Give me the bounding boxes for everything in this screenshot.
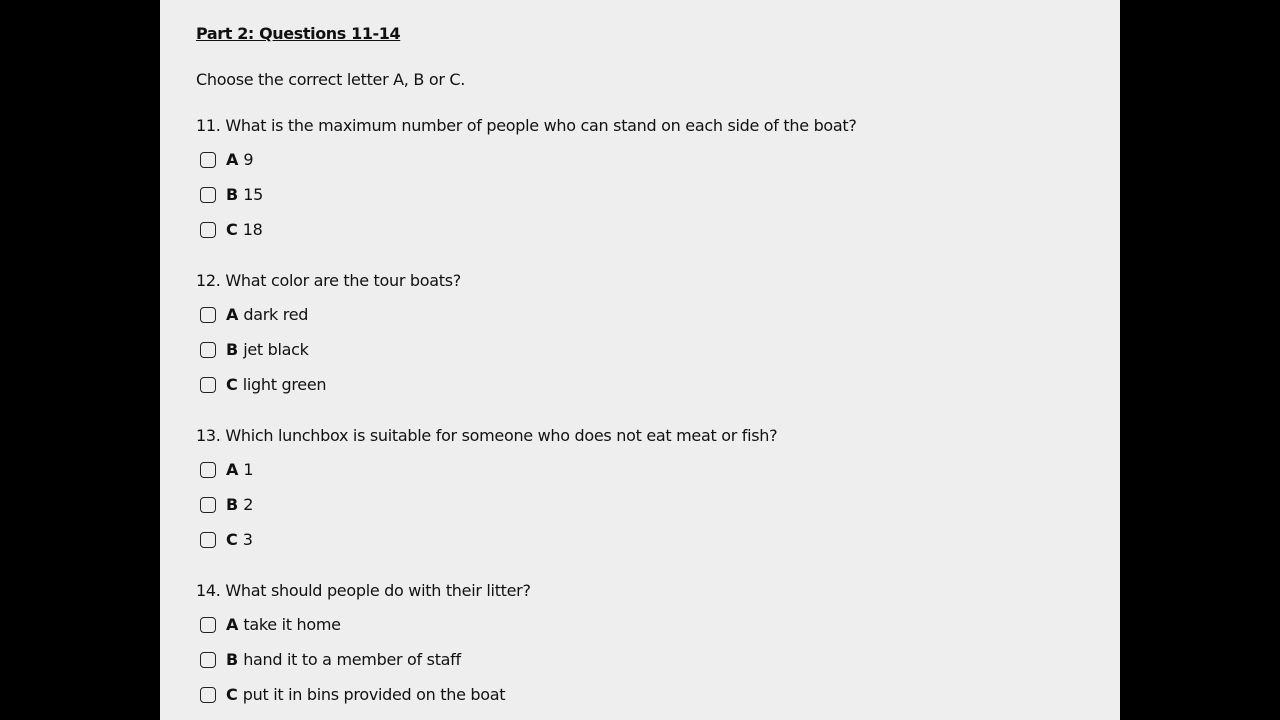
option-letter: C: [226, 375, 238, 394]
option-text: 3: [242, 530, 253, 549]
question-11-option-b[interactable]: [196, 177, 1076, 212]
checkbox-icon[interactable]: [200, 307, 216, 323]
question-12-option-b[interactable]: [196, 332, 1076, 367]
checkbox-icon[interactable]: [200, 342, 216, 358]
option-letter: C: [226, 220, 238, 239]
checkbox-icon[interactable]: [200, 652, 216, 668]
option-letter: B: [226, 185, 239, 204]
option-letter: A: [226, 305, 239, 324]
question-11: [196, 114, 1076, 247]
question-12-option-a[interactable]: [196, 297, 1076, 332]
option-letter: A: [226, 150, 239, 169]
option-letter: B: [226, 340, 239, 359]
question-13-option-c[interactable]: [196, 522, 1076, 557]
option-text: hand it to a member of staff: [243, 650, 461, 669]
question-13-option-b[interactable]: [196, 487, 1076, 522]
question-12-option-c[interactable]: [196, 367, 1076, 402]
question-14-option-a[interactable]: [196, 607, 1076, 642]
question-text: 11. What is the maximum number of people who can stand on each side of the boat?: [196, 116, 857, 135]
worksheet-page: [160, 0, 1120, 720]
question-12: [196, 269, 1076, 402]
option-text: put it in bins provided on the boat: [242, 685, 506, 704]
option-letter: A: [226, 615, 239, 634]
question-13-option-a[interactable]: [196, 452, 1076, 487]
checkbox-icon[interactable]: [200, 687, 216, 703]
checkbox-icon[interactable]: [200, 377, 216, 393]
question-13: [196, 424, 1076, 557]
option-text: take it home: [243, 615, 341, 634]
question-14-option-c[interactable]: [196, 677, 1076, 712]
option-text: light green: [242, 375, 327, 394]
question-14-option-b[interactable]: [196, 642, 1076, 677]
checkbox-icon[interactable]: [200, 617, 216, 633]
option-letter: B: [226, 495, 239, 514]
option-text: jet black: [243, 340, 309, 359]
question-text: 14. What should people do with their litter?: [196, 581, 531, 600]
question-11-option-c[interactable]: [196, 212, 1076, 247]
question-text: 13. Which lunchbox is suitable for someone who does not eat meat or fish?: [196, 426, 778, 445]
question-text: 12. What color are the tour boats?: [196, 271, 461, 290]
option-letter: C: [226, 685, 238, 704]
option-letter: B: [226, 650, 239, 669]
option-text: dark red: [243, 305, 309, 324]
checkbox-icon[interactable]: [200, 462, 216, 478]
option-text: 2: [243, 495, 254, 514]
checkbox-icon[interactable]: [200, 187, 216, 203]
option-text: 18: [242, 220, 263, 239]
checkbox-icon[interactable]: [200, 532, 216, 548]
checkbox-icon[interactable]: [200, 222, 216, 238]
option-letter: C: [226, 530, 238, 549]
worksheet-content: [196, 22, 1076, 712]
checkbox-icon[interactable]: [200, 152, 216, 168]
option-text: 9: [243, 150, 254, 169]
option-text: 15: [243, 185, 263, 204]
instruction-text: Choose the correct letter A, B or C.: [196, 70, 466, 89]
option-text: 1: [243, 460, 254, 479]
question-11-option-a[interactable]: [196, 142, 1076, 177]
part-title: Part 2: Questions 11-14: [196, 24, 401, 43]
checkbox-icon[interactable]: [200, 497, 216, 513]
option-letter: A: [226, 460, 239, 479]
question-14: [196, 579, 1076, 712]
